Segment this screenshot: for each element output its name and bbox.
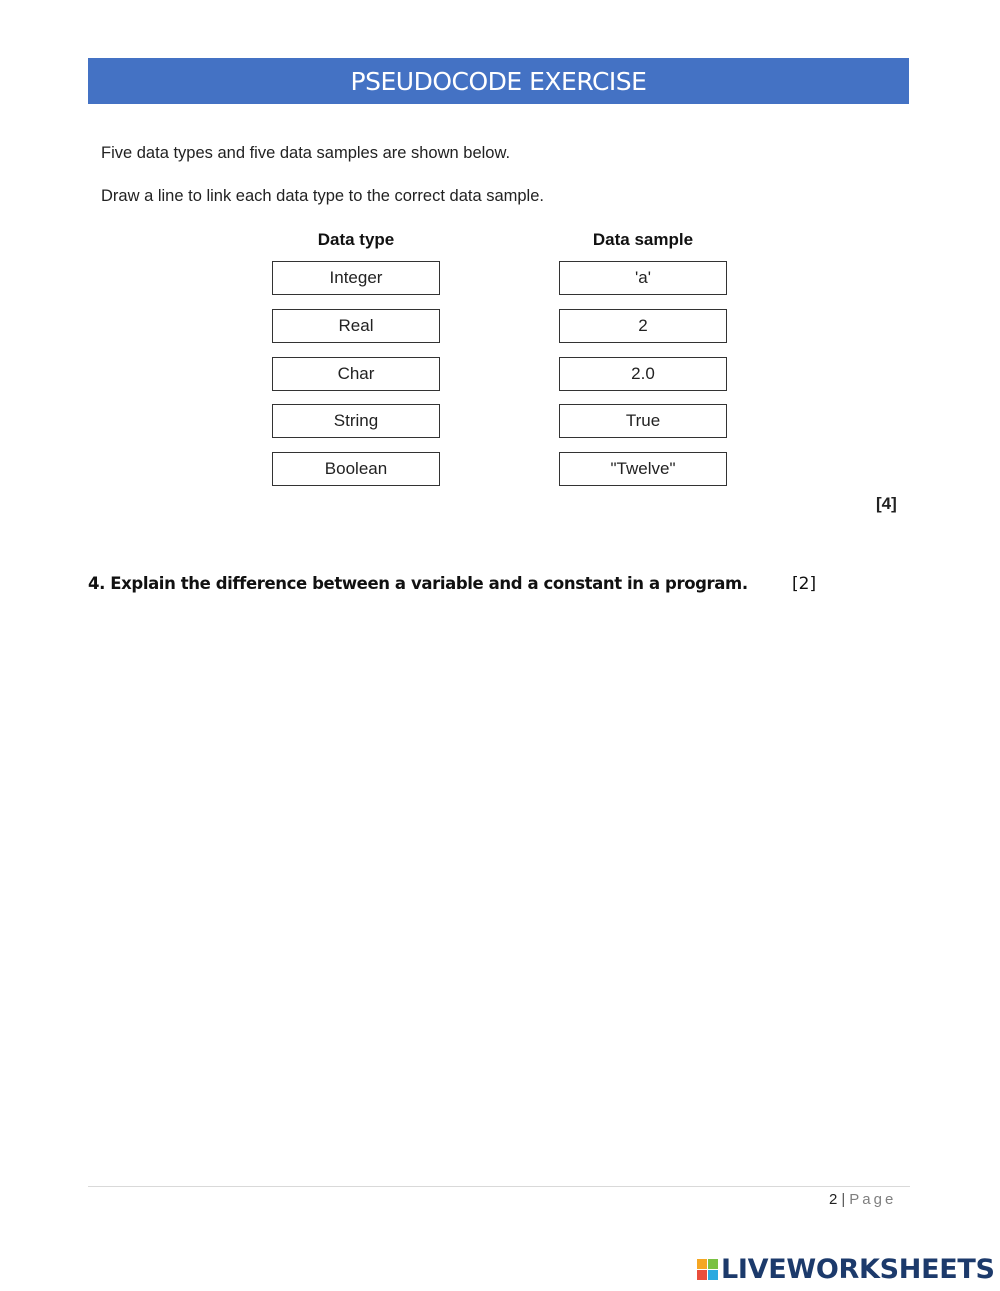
data-sample-box-2[interactable]: 2 (559, 309, 727, 343)
page-number-value: 2 (829, 1191, 838, 1208)
page-number (829, 1191, 896, 1208)
instruction-line-1: Five data types and five data samples are shown below. (101, 144, 511, 162)
data-type-box-char[interactable]: Char (272, 357, 440, 391)
data-sample-box-1[interactable]: 'a' (559, 261, 727, 295)
data-type-heading: Data type (317, 230, 395, 249)
page-title: PSEUDOCODE EXERCISE (350, 66, 647, 96)
page-title-bar (88, 58, 909, 104)
logo-text: LIVEWORKSHEETS (721, 1254, 995, 1285)
data-type-box-boolean[interactable]: Boolean (272, 452, 440, 486)
question-4-marks: [2] (792, 574, 817, 594)
page-number-separator: | (841, 1191, 846, 1208)
liveworksheets-logo (697, 1254, 995, 1285)
data-sample-box-4[interactable]: True (559, 404, 727, 438)
data-sample-box-5[interactable]: "Twelve" (559, 452, 727, 486)
logo-squares-icon (697, 1259, 718, 1280)
question-4-text: 4. Explain the difference between a variable and a constant in a program. (88, 574, 748, 593)
instruction-line-2: Draw a line to link each data type to the correct data sample. (101, 187, 544, 205)
data-type-box-string[interactable]: String (272, 404, 440, 438)
data-type-box-real[interactable]: Real (272, 309, 440, 343)
page-label: Page (849, 1191, 897, 1208)
matching-marks: [4] (876, 494, 897, 513)
data-sample-heading: Data sample (592, 230, 694, 249)
data-sample-box-3[interactable]: 2.0 (559, 357, 727, 391)
data-type-box-integer[interactable]: Integer (272, 261, 440, 295)
footer-divider (88, 1186, 910, 1187)
